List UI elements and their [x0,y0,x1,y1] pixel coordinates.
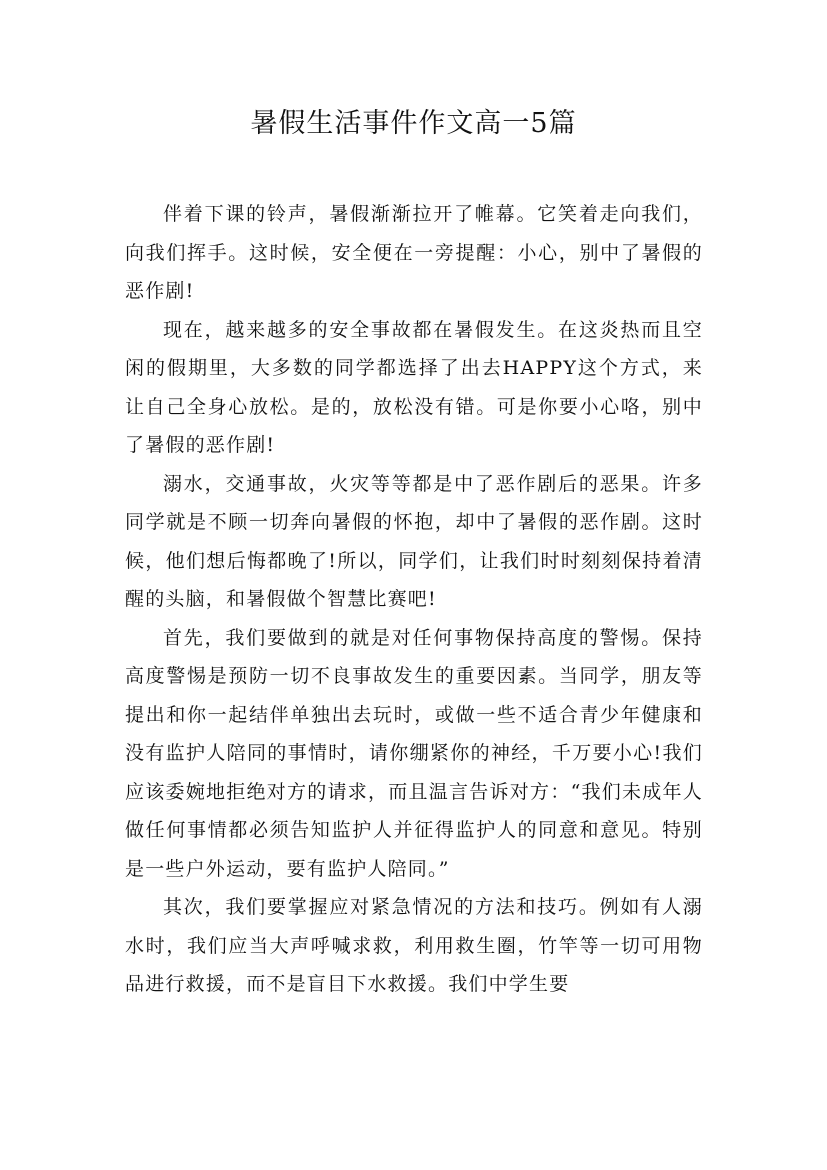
paragraph: 现在，越来越多的安全事故都在暑假发生。在这炎热而且空闲的假期里，大多数的同学都选择了出去HAPPY这个方式，来让自己全身心放松。是的，放松没有错。可是你要小心咯，别中了暑假的恶作剧! [125,318,703,456]
document-title: 暑假生活事件作文高一5篇 [250,108,577,139]
document-body [125,195,703,1004]
paragraph: 伴着下课的铃声，暑假渐渐拉开了帷幕。它笑着走向我们，向我们挥手。这时候，安全便在一旁提醒：小心，别中了暑假的恶作剧! [125,203,703,302]
paragraph: 其次，我们要掌握应对紧急情况的方法和技巧。例如有人溺水时，我们应当大声呼喊求救，利用救生圈，竹竿等一切可用物品进行救援，而不是盲目下水救援。我们中学生要 [125,896,703,995]
paragraph: 溺水，交通事故，火灾等等都是中了恶作剧后的恶果。许多同学就是不顾一切奔向暑假的怀抱，却中了暑假的恶作剧。这时候，他们想后悔都晚了!所以，同学们，让我们时时刻刻保持着清醒的头脑，和暑假做个智慧比赛吧! [125,472,703,610]
paragraph: 首先，我们要做到的就是对任何事物保持高度的警惕。保持高度警惕是预防一切不良事故发生的重要因素。当同学，朋友等提出和你一起结伴单独出去玩时，或做一些不适合青少年健康和没有监护人陪同的事情时，请你绷紧你的神经，千万要小心!我们应该委婉地拒绝对方的请求，而且温言告诉对方：“我们未成年人做任何事情都必须告知监护人并征得监护人的同意和意见。特别是一些户外运动，要有监护人陪同。” [125,626,703,880]
